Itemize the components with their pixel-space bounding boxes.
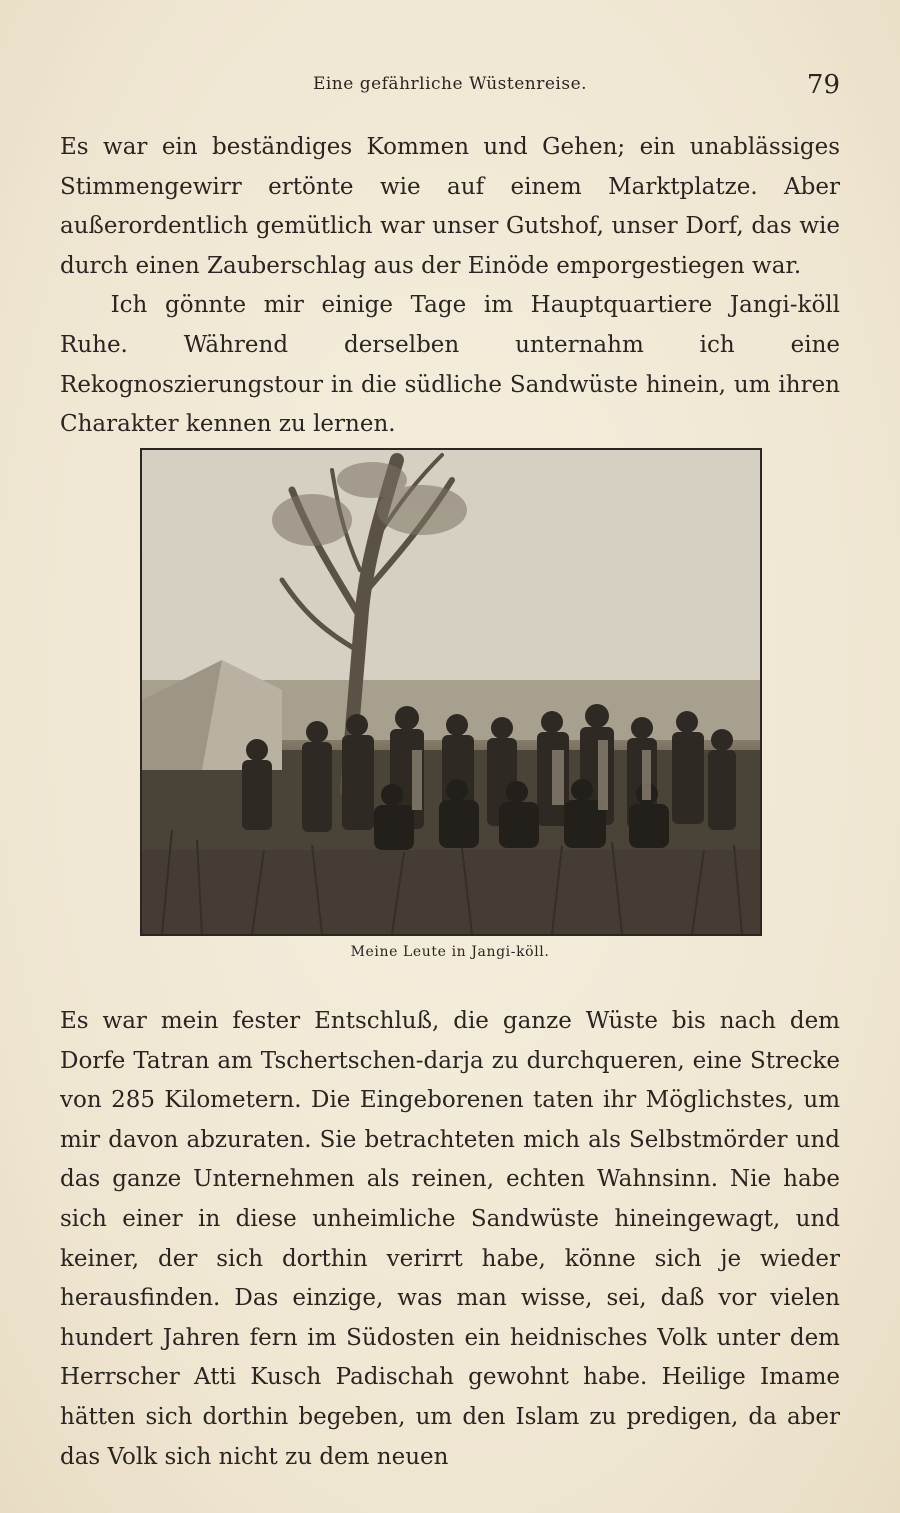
photo-illustration (142, 450, 760, 934)
paragraph-1: Es war ein beständiges Kommen und Gehen; ein unablässiges Stimmengewirr ertönte wie auf einem Marktplatze. Aber außerordentlich gemütlich war unser Gutshof, unser Dorf, das wie durch einen Zauberschlag aus der Einöde emporgestiegen war. (60, 134, 840, 279)
photograph (140, 448, 762, 936)
page-header (60, 70, 840, 104)
page-number: 79 (806, 70, 840, 100)
figure-caption: Meine Leute in Jangi-köll. (350, 944, 550, 960)
paragraph-2: Ich gönnte mir einige Tage im Hauptquartiere Jangi-köll Ruhe. Während derselben unternahm ich eine Rekognoszierungstour in die südliche Sandwüste hinein, um ihren Charakter kennen zu lernen. (60, 292, 840, 438)
running-title: Eine gefährliche Wüstenreise. (312, 74, 588, 94)
text-after-figure (60, 1002, 840, 1477)
paragraph-3: Es war mein fester Entschluß, die ganze Wüste bis nach dem Dorfe Tatran am Tschertschen-darja zu durchqueren, eine Strecke von 285 Kilometern. Die Eingeborenen taten ihr Möglichstes, um mir davon abzuraten. Sie betrachteten mich als Selbstmörder und das ganze Unternehmen als reinen, echten Wahnsinn. Nie habe sich einer in diese unheimliche Sandwüste hineingewagt, und keiner, der sich dorthin verirrt habe, könne sich je wieder herausfinden. Das einzige, was man wisse, sei, daß vor vielen hundert Jahren fern im Südosten ein heidnisches Volk unter dem Herrscher Atti Kusch Padischah gewohnt habe. Heilige Imame hätten sich dorthin begeben, um den Islam zu predigen, da aber das Volk sich nicht zu dem neuen (60, 1008, 840, 1470)
text-before-figure (60, 128, 840, 445)
